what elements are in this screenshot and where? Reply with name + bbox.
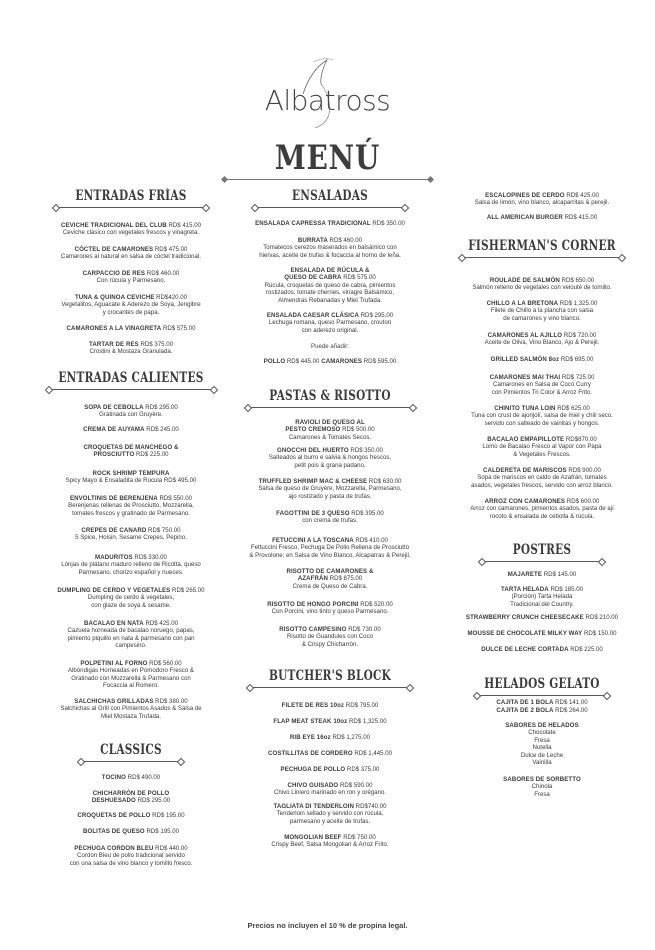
item-description: parmesano y aceite de trufas.: [289, 817, 371, 825]
item-name: RIB EYE 16oz: [289, 734, 331, 741]
item-description: Camarones al natural en salsa de cóctel tradicional.: [61, 253, 201, 261]
item-description: Cazuela horneada de bacalao noruego, papas,: [67, 627, 195, 635]
item-name: CREMA DE AUYAMA: [83, 426, 145, 433]
item-description: Ceviche clásico con vegetales frescos y vinagreta.: [62, 229, 200, 237]
item-name: DESHUESADO: [91, 797, 136, 805]
item-description: servido con salteado de vainitas y hongos.: [484, 419, 600, 427]
item-name: TOCINO: [101, 774, 126, 781]
item-description: Con rúcula y Parmesano.: [96, 277, 166, 285]
section-title: BUTCHER'S BLOCK: [268, 668, 392, 684]
item-name: MAJARETE: [507, 571, 543, 578]
item-price: RD$ 630.00: [367, 478, 402, 485]
menu-item: [220, 626, 440, 648]
item-name: TAGLIATA DI TENDERLOIN: [273, 803, 354, 810]
item-name: TARTA HELADA: [500, 586, 549, 593]
section-divider: [477, 695, 607, 696]
item-price: RD$ 590.00: [338, 782, 373, 789]
item-name: TUNA & QUINOA CEVICHE: [74, 294, 155, 301]
menu-item: [432, 405, 652, 427]
item-name: MADURITOS: [95, 554, 133, 561]
menu-item: [432, 277, 652, 292]
item-description: Berenjenas rellenas de Prosciutto, Mozzarella,: [68, 502, 194, 510]
item-price: RD$ 264.00: [553, 707, 588, 714]
item-name: BOLITAS DE QUESO: [83, 828, 145, 835]
item-description: con una salsa de vino blanco y tomillo fresco.: [69, 859, 193, 867]
item-description: rostizados, tomate cherries, vinagre Balsámico,: [265, 289, 395, 297]
sorbet-title: SABORES DE SORBETTO: [503, 776, 581, 783]
menu-item: [220, 734, 440, 741]
item-price: RD$ 875.00: [327, 575, 363, 583]
item-price: RD$ 695.00: [559, 356, 594, 363]
item-name: COSTILLITAS DE CORDERO: [267, 750, 353, 757]
item-price: RD$ 460.00: [145, 270, 180, 277]
item-name: TRUFFLED SHRIMP MAC & CHEESE: [258, 478, 368, 485]
sorbet-item: Chinola: [531, 783, 553, 791]
footer-note: Precios no incluyen el 10 % de propina legal.: [247, 921, 408, 930]
menu-item: [220, 220, 440, 227]
menu-item: [21, 325, 241, 332]
item-name: RISOTTO DE CAMARONES &: [286, 568, 374, 575]
item-description: Gratinado con Mozzarella & Parmesano con: [71, 674, 191, 682]
menu-item: [21, 222, 241, 237]
item-description: Camarones en Salsa de Coco Curry: [493, 381, 591, 389]
item-name: CAMARONES: [319, 358, 363, 365]
item-price: RD$ 595.00: [362, 358, 397, 365]
item-description: Con Porcini, vino tinto y queso Parmesano.: [271, 608, 389, 616]
item-name: CARPACCIO DE RES: [82, 270, 146, 277]
item-description: con aderezo original.: [301, 326, 359, 334]
section-title: PASTAS & RISOTTO: [269, 388, 391, 404]
menu-item: [21, 828, 241, 835]
item-description: Tradicional del Country.: [510, 600, 574, 608]
menu-item: [432, 630, 652, 637]
item-description: de camarones y vino blanco.: [503, 314, 581, 322]
item-name: SALCHICHAS GRILLADAS: [74, 698, 154, 705]
menu-item: [21, 845, 241, 867]
item-description: Aceite de Oliva, Vino Blanco, Ajo & Perejil.: [484, 339, 600, 347]
item-description: (Porción) Tarta Helada: [511, 593, 573, 601]
item-price: RD$420.00: [154, 294, 188, 301]
item-description: asados, vegetales frescos, servido con arroz blanco.: [471, 481, 613, 489]
item-name: ARROZ CON CAMARONES: [484, 498, 566, 505]
section-divider: [255, 207, 405, 208]
menu-item: [21, 294, 241, 316]
menu-item: [432, 300, 652, 322]
item-description: con crema de trufas.: [302, 517, 358, 525]
item-description: Miel Mostaza Trufada.: [101, 712, 161, 720]
item-name: QUESO DE CABRA: [284, 274, 342, 282]
section-title: FISHERMAN'S CORNER: [468, 238, 616, 254]
menu-item: [432, 646, 652, 653]
menu-item: [220, 766, 440, 773]
item-price: RD$ 575.00: [341, 274, 376, 282]
item-name: PECHUGA CORDON BLEU: [74, 845, 154, 852]
section-title: HELADOS GELATO: [484, 676, 600, 692]
menu-item: [21, 341, 241, 356]
menu-item: [220, 601, 440, 616]
menu-item: [21, 554, 241, 576]
item-price: RD$ 1,325.00: [558, 300, 598, 307]
item-description: petit pois & grana padano.: [294, 461, 366, 469]
menu-item: [432, 356, 652, 363]
item-description: Sopa de mariscos en caldo de Azafrán, tomates: [477, 474, 607, 482]
sorbet-block: [432, 776, 652, 798]
item-description: Arroz con camarones, pimientos asados, pasta de ají: [470, 505, 614, 513]
menu-item: [220, 510, 440, 525]
item-price: RD$ 720.00: [562, 332, 597, 339]
section-title: POSTRES: [512, 542, 572, 558]
item-description: pimiento piquillo en nata & parmesano con pan: [67, 634, 195, 642]
item-name: BACALAO EN NATA: [83, 620, 144, 627]
menu-title: MENÚ: [274, 138, 381, 178]
item-price: RD$ 410.00: [353, 537, 388, 544]
item-description: Lónjas de plátano maduro relleno de Ricotta, queso: [61, 561, 201, 569]
item-price: RD$ 375.00: [345, 766, 380, 773]
item-price: RD$ 295.00: [135, 797, 171, 805]
menu-item: [21, 527, 241, 542]
item-description: Parmesano, chorizo español y nueces.: [78, 568, 184, 576]
item-description: con glaze de soya & sesame.: [91, 601, 171, 609]
menu-item: [432, 571, 652, 578]
item-name: PESTO CREMOSO: [285, 426, 341, 434]
item-price: RD$ 380.00: [153, 698, 188, 705]
item-description: con Pimientos Tri Color & Arroz Frito.: [491, 388, 593, 396]
item-name: CAMARONES MAI THAI: [489, 374, 561, 381]
item-name: CÓCTEL DE CAMARONES: [74, 246, 154, 253]
item-description: Tuna con crust de ajonjolí, salsa de miel y chili seco,: [471, 412, 613, 420]
item-description: Salsa de limón, vino blanco, alcaparritas & perejil.: [474, 199, 610, 207]
menu-item: [432, 707, 652, 714]
item-description: y crocantes de papa.: [102, 308, 160, 316]
menu-item: [432, 192, 652, 207]
item-description: Fettuccini Fresco, Pechuga De Pollo Rellena de Prosciutto: [250, 544, 410, 552]
item-description: Tenderloin sellado y servido con rúcula,: [276, 810, 384, 818]
item-description: Chivo Liniero marinado en ron y orégano.: [273, 789, 387, 797]
menu-item: [21, 812, 241, 819]
item-description: Crema de Queso de Cabra.: [292, 582, 368, 590]
menu-item: [21, 246, 241, 261]
flavor-item: Fresa: [534, 736, 550, 744]
addon-label: Puede añadir:: [311, 343, 349, 350]
item-price: RD$ 440.00: [153, 845, 188, 852]
item-price: RD$ 195.00: [144, 828, 179, 835]
flavor-item: Nutella: [532, 744, 552, 752]
menu-item: [432, 586, 652, 608]
menu-item: [21, 587, 241, 609]
item-name: AZAFRÁN: [297, 575, 328, 583]
flavors-title: SABORES DE HELADOS: [505, 722, 579, 729]
item-description: Almendras Rebanadas y Miel Trufada.: [278, 296, 382, 304]
item-description: Albóndigas Horneadas en Pomodoro Fresco &: [67, 667, 194, 675]
menu-item: [432, 467, 652, 489]
item-name: RISOTTO DE HONGO PORCINI: [267, 601, 359, 608]
menu-item: [220, 237, 440, 259]
item-price: RD$ 330.00: [132, 554, 167, 561]
item-price: RD$ 145.00: [542, 571, 577, 578]
item-price: RD$ 225.00: [568, 646, 603, 653]
item-price: RD$ 550.00: [157, 495, 193, 502]
item-name: CREPES DE CANARD: [81, 527, 147, 534]
item-description: ajo rostizado y pasta de trufas.: [288, 492, 372, 500]
item-name: CAMARONES AL AJILLO: [487, 332, 563, 339]
item-price: RD$ 225.00: [134, 451, 169, 459]
item-name: ROULADE DE SALMÓN: [489, 277, 560, 284]
menu-item: [21, 470, 241, 485]
item-description: Gratinada con Gruyère.: [99, 411, 163, 419]
item-price: RD$ 295.00: [143, 404, 178, 411]
item-price: RD$ 245.00: [144, 426, 179, 433]
item-name: CAMARONES A LA VINAGRETA: [66, 325, 162, 332]
flavor-item: Chocolate: [528, 729, 556, 737]
item-name: RAVIOLI DE QUESO AL: [295, 419, 365, 426]
item-name: CAJITA DE 1 BOLA: [496, 699, 554, 706]
item-name: PECHUGA DE POLLO: [280, 766, 346, 773]
item-name: DUMPLING DE CERDO Y VEGETALES: [57, 587, 171, 594]
item-name: FAGOTTINI DE 3 QUESO: [276, 510, 350, 517]
item-price: RD$ 750.00: [146, 527, 181, 534]
item-price: RD$ 475.00: [153, 246, 188, 253]
sorbet-item: Fresa: [534, 790, 550, 798]
item-price: RD$ 900.00: [566, 467, 601, 474]
menu-item: [220, 782, 440, 797]
item-description: Lechuga romana, queso Parmesano, crouton: [268, 319, 392, 327]
section-title: ENSALADAS: [291, 188, 369, 204]
item-price: RD$ 350.00: [348, 447, 383, 454]
item-price: RD$ 445.00: [285, 358, 320, 365]
item-name: FLAP MEAT STEAK 10oz: [273, 718, 348, 725]
item-name: MONGOLIAN BEEF: [284, 834, 342, 841]
item-name: ENSALADA CAPRESSA TRADICIONAL: [255, 220, 371, 227]
item-price: RD$ 195.00: [150, 812, 185, 819]
item-price: RD$ 295.00: [358, 312, 394, 319]
item-name: ENSALADA DE RÚCULA &: [290, 267, 370, 274]
item-price: RD$ 350.00: [370, 220, 405, 227]
menu-item: [21, 270, 241, 285]
menu-item: [432, 614, 652, 621]
item-price: RD$ 650.00: [559, 277, 595, 284]
item-description: & Provolone; en Salsa de Vino Blanco, Alcaparras & Perejil.: [249, 551, 411, 559]
menu-item: [21, 790, 241, 805]
item-description: Camarones & Tomates Secos.: [288, 433, 372, 441]
item-price: RD$ 1,325.00: [347, 718, 387, 725]
item-description: Risotto de Guandules con Coco: [286, 633, 374, 641]
item-name: ROCK SHRIMP TEMPURA: [92, 470, 170, 477]
item-price: RD$ 500.00: [340, 426, 375, 434]
menu-item: [220, 478, 440, 500]
item-price: RD$ 425.00: [564, 192, 599, 199]
menu-item: [432, 699, 652, 706]
item-description: Crostini & Mostaza Granulada.: [89, 348, 173, 356]
item-description: tomates frescos y gratinado de Parmesano.: [72, 509, 190, 517]
item-price: RD$ 150.00: [582, 630, 617, 637]
item-price: RD$ 625.00: [555, 405, 590, 412]
section-divider: [250, 687, 410, 688]
menu-item: [21, 698, 241, 720]
item-name: FILETE DE RES 10oz: [281, 702, 345, 709]
item-description: Salmón relleno de vegetales con velouté de tomillo.: [472, 284, 612, 292]
menu-item: [220, 537, 440, 559]
item-name: CALDERETA DE MARISCOS: [483, 467, 567, 474]
item-price: RD$ 185.00: [548, 586, 584, 593]
section-divider: [462, 257, 622, 258]
item-price: RD$ 1,445.00: [352, 750, 392, 757]
menu-item: [220, 834, 440, 849]
menu-item: [21, 660, 241, 690]
item-description: rocoto & ensalada de cebolla & rúcula.: [489, 512, 595, 520]
menu-item: [21, 620, 241, 650]
item-price: RD$ 730.00: [346, 626, 381, 633]
section-divider: [81, 761, 181, 762]
section-title: ENTRADAS CALIENTES: [58, 370, 204, 386]
item-description: campesino.: [115, 642, 147, 650]
item-description: Tomatecos cerezos maserados en balsámico con: [263, 244, 397, 252]
menu-item: [220, 568, 440, 590]
item-description: Salsa de queso de Gruyère, Mozzarella, Parmesano,: [258, 485, 402, 493]
item-description: Vegetalitos, Aguacate & Aderezo de Soya, Jengibre: [61, 301, 201, 309]
menu-item: [220, 419, 440, 441]
item-price: RD$ 795.00: [344, 702, 379, 709]
item-description: Filete de Chillo a la plancha con salsa: [490, 307, 594, 315]
section-divider: [482, 561, 602, 562]
item-name: STRAWBERRY CRUNCH CHEESECAKE: [465, 614, 584, 621]
item-name: BURRATA: [297, 237, 328, 244]
item-name: ENVOLTINIS DE BERENJENA: [69, 495, 158, 502]
item-name: SOPA DE CEBOLLA: [84, 404, 144, 411]
item-name: CEVICHE TRADICIONAL DEL CLUB: [60, 222, 167, 229]
section-divider: [49, 389, 214, 390]
item-description: hiervas, aceite de trufas & focaccia al horno de leña.: [259, 251, 401, 259]
item-name: PROSCIUTTO: [93, 451, 135, 459]
menu-item: [220, 447, 440, 469]
title-divider: [225, 179, 430, 180]
menu-item: [220, 312, 440, 334]
item-name: CHINITO TUNA LOIN: [494, 405, 556, 412]
item-price: RD$ 375.00: [138, 341, 174, 348]
item-price: RD$ 265.00: [170, 587, 205, 594]
item-name: BACALAO EMPAPILLOTE: [487, 436, 565, 443]
item-name: POLLO: [263, 358, 286, 365]
section-title: CLASSICS: [100, 742, 162, 758]
item-price: RD$ 750.00: [341, 834, 376, 841]
menu-item: [220, 267, 440, 304]
item-price: RD$ 725.00: [560, 374, 595, 381]
item-name: GNOCCHI DEL HUERTO: [277, 447, 349, 454]
item-description: Rúcula, croquetas de queso de cabra, pimientos: [264, 281, 396, 289]
item-price: RD$ 425.00: [143, 620, 179, 627]
flavor-item: Dulce de Leche: [520, 751, 564, 759]
menu-item: [21, 774, 241, 781]
item-description: Spicy Mayo & Ensaladita de Rúcula RD$ 495.00: [65, 477, 197, 485]
item-price: RD$ 141.00: [553, 699, 588, 706]
item-name: CAJITA DE 2 BOLA: [496, 707, 554, 714]
logo: [0, 54, 655, 134]
item-name: MOUSSE DE CHOCOLATE MILKY WAY: [467, 630, 583, 637]
item-description: 5 Spice, Hoisin, Sesame Crepes, Pepino.: [75, 534, 187, 542]
item-name: CROQUETAS DE MANCHEGO &: [83, 444, 179, 451]
item-description: Salteados al burro e salvia & hongos frescos,: [268, 454, 392, 462]
item-name: FETUCCINI A LA TOSCANA: [272, 537, 354, 544]
item-name: RISOTTO CAMPESINO: [279, 626, 347, 633]
item-description: Cordon Bleu de pollo tradicional servido: [77, 852, 185, 860]
item-price: RD$ 560.00: [147, 660, 182, 667]
menu-item: [220, 750, 440, 757]
section-title: ENTRADAS FRÍAS: [75, 188, 187, 204]
item-description: Dumpling de cerdo & vegetales,: [87, 594, 175, 602]
item-price: RD$ 600.00: [565, 498, 600, 505]
item-price: RD$ 210.00: [583, 614, 619, 621]
item-price: RD$ 1,275.00: [330, 734, 371, 741]
item-description: Salchichas al Grill con Pimientos Asados & Salsa de: [60, 705, 202, 713]
item-name: POLPETINI AL FORNO: [80, 660, 148, 667]
menu-item: [21, 444, 241, 459]
item-price: RD$ 490.00: [125, 774, 161, 781]
item-price: RD$ 415.00: [166, 222, 202, 229]
item-name: DULCE DE LECHE CORTADA: [481, 646, 569, 653]
section-divider: [248, 407, 413, 408]
item-description: & Crispy Chicharrón.: [301, 640, 359, 648]
item-price: RD$ 415.00: [562, 214, 598, 221]
item-price: RD$870.00: [564, 436, 597, 443]
menu-item: [432, 498, 652, 520]
item-price: RD$740.00: [353, 803, 387, 810]
item-name: GRILLED SALMÓN 8oz: [490, 356, 560, 363]
item-name: CHICHARRÓN DE POLLO: [92, 790, 170, 797]
item-price: RD$ 520.00: [358, 601, 393, 608]
item-name: TARTAR DE RES: [88, 341, 139, 348]
item-description: Lomo de Bacalao Fresco al Vapor con Papa: [482, 443, 602, 451]
flavor-item: Vainilla: [532, 759, 552, 767]
menu-item: [21, 404, 241, 419]
item-price: RD$ 460.00: [327, 237, 363, 244]
item-description: & Vegetales Frescos.: [513, 450, 571, 458]
item-description: Crispy Beef, Salsa Mongolian & Arroz Frito.: [271, 841, 389, 849]
item-name: ENSALADA CAESAR CLÁSICA: [266, 312, 359, 319]
item-name: CHILLO A LA BRETONA: [486, 300, 559, 307]
menu-item: [21, 426, 241, 433]
item-name: CROQUETAS DE POLLO: [77, 812, 151, 819]
menu-item: [432, 374, 652, 396]
menu-item: [220, 803, 440, 825]
section-divider: [56, 207, 206, 208]
menu-item: [432, 436, 652, 458]
item-price: RD$ 395.00: [349, 510, 384, 517]
item-name: ESCALOPINES DE CERDO: [485, 192, 565, 199]
item-price: RD$ 575.00: [161, 325, 196, 332]
menu-item: [432, 214, 652, 221]
flavors-block: [432, 722, 652, 766]
addon-row: [220, 358, 440, 365]
brand-name: Albatross: [264, 84, 391, 117]
item-name: CHIVO GUISADO: [287, 782, 339, 789]
item-description: Focaccia al Romero.: [103, 682, 159, 690]
item-name: ALL AMERICAN BURGER: [486, 214, 563, 221]
menu-item: [220, 718, 440, 725]
menu-item: [432, 332, 652, 347]
menu-item: [220, 702, 440, 709]
menu-item: [21, 495, 241, 517]
